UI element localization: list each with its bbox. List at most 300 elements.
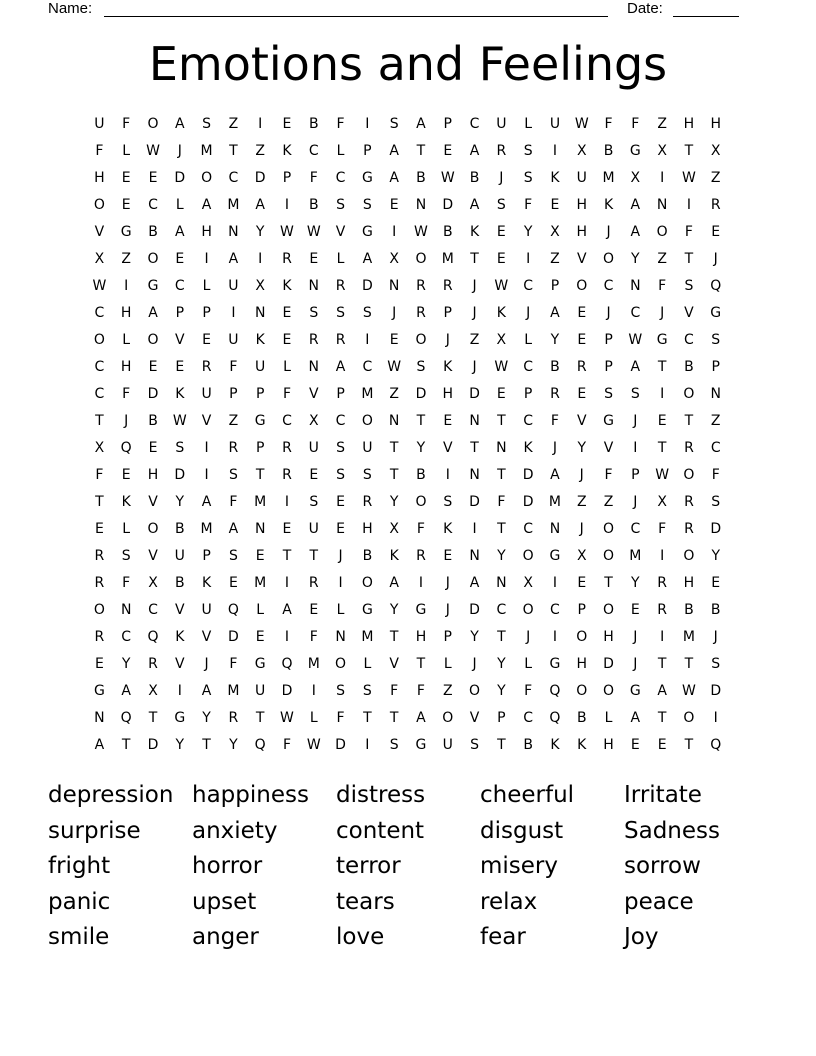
grid-letter: E [309,602,319,618]
grid-letter: C [148,197,158,213]
grid-letter: R [148,656,158,672]
grid-letter: F [416,521,425,537]
grid-letter: E [336,494,345,510]
grid-letter: M [441,251,454,267]
grid-letter: I [392,224,397,240]
grid-letter: O [361,575,373,591]
grid-letter: L [256,602,265,618]
grid-letter: D [281,683,293,699]
grid-letter: H [201,224,212,240]
grid-letter: H [683,116,695,132]
grid-letter: T [684,143,694,159]
grid-letter: B [308,197,319,213]
grid-letter: K [496,305,506,321]
grid-letter: L [336,251,345,267]
grid-letter: N [254,305,266,321]
grid-letter: J [392,305,397,321]
grid-letter: P [255,386,265,402]
grid-letter: O [656,224,668,240]
grid-letter: A [228,251,239,267]
grid-letter: E [175,359,185,375]
grid-letter: C [174,278,185,294]
grid-letter: O [683,548,695,564]
grid-letter: S [309,305,319,321]
grid-letter: C [94,359,105,375]
grid-letter: R [282,467,292,483]
grid-row [86,519,729,546]
grid-letter: J [713,629,718,645]
grid-letter: J [445,332,450,348]
grid-letter: N [415,197,427,213]
grid-letter: M [227,197,240,213]
grid-letter: I [365,332,370,348]
grid-letter: A [469,575,480,591]
grid-letter: E [255,629,265,645]
grid-letter: S [336,683,346,699]
grid-letter: I [660,629,665,645]
grid-row [86,168,729,195]
grid-letter: L [175,197,184,213]
grid-letter: C [603,278,614,294]
grid-letter: L [122,332,131,348]
grid-letter: W [628,332,643,348]
grid-letter: I [124,278,129,294]
grid-letter: S [336,440,346,456]
grid-letter: L [604,710,613,726]
grid-letter: R [282,251,292,267]
grid-letter: U [201,386,212,402]
grid-letter: O [147,251,159,267]
grid-letter: J [472,656,477,672]
grid-letter: Y [631,575,640,591]
grid-letter: J [526,305,531,321]
grid-letter: E [121,170,131,186]
grid-letter: Z [710,170,721,186]
grid-letter: G [710,305,722,321]
grid-letter: I [552,575,558,591]
grid-letter: C [630,305,641,321]
grid-letter: W [682,683,696,699]
grid-letter: D [522,494,534,510]
word-bank-item: relax [480,888,538,915]
grid-letter: Z [550,251,560,267]
grid-letter: S [711,656,721,672]
grid-letter: E [550,197,560,213]
grid-letter: W [280,224,294,240]
grid-letter: S [416,359,426,375]
grid-row [86,627,729,654]
grid-letter: D [710,521,722,537]
grid-letter: B [576,710,587,726]
grid-letter: E [148,170,158,186]
grid-letter: N [308,278,320,294]
grid-letter: W [306,224,321,240]
grid-letter: M [254,575,267,591]
grid-letter: I [231,305,236,321]
grid-letter: Q [147,629,159,645]
grid-letter: R [308,332,319,348]
grid-letter: X [657,143,667,159]
page-title: Emotions and Feelings [148,37,668,91]
grid-letter: D [361,278,373,294]
grid-letter: Y [497,548,506,564]
grid-letter: W [387,359,402,375]
grid-letter: S [309,494,319,510]
grid-letter: P [202,305,211,321]
grid-letter: F [95,467,104,483]
word-bank-item: anger [192,924,259,950]
grid-letter: B [174,575,185,591]
grid-letter: T [389,629,399,645]
grid-letter: I [472,521,477,537]
grid-letter: T [416,413,426,429]
grid-letter: W [494,359,509,375]
grid-letter: L [336,602,345,618]
grid-letter: V [684,305,694,321]
grid-letter: I [445,467,450,483]
grid-letter: B [684,602,694,618]
grid-letter: I [204,440,209,456]
grid-letter: O [415,332,427,348]
grid-letter: Y [202,710,211,726]
grid-letter: V [175,656,185,672]
grid-letter: Q [710,737,722,753]
grid-letter: P [497,710,506,726]
grid-letter: B [174,521,185,537]
grid-letter: J [606,305,611,321]
grid-letter: D [254,170,266,186]
grid-letter: V [576,413,587,429]
grid-letter: N [469,413,480,429]
grid-letter: F [95,143,104,159]
grid-letter: Y [175,494,185,510]
grid-letter: F [309,170,318,186]
word-bank-item: fright [48,853,111,879]
grid-letter: X [630,170,641,186]
grid-letter: A [201,494,212,510]
grid-letter: X [576,548,587,564]
grid-letter: S [604,386,613,402]
grid-letter: C [523,710,534,726]
grid-letter: I [258,251,263,267]
grid-letter: U [94,116,105,132]
grid-letter: E [711,575,721,591]
grid-letter: S [362,683,372,699]
grid-letter: M [361,629,374,645]
grid-letter: S [175,440,185,456]
grid-letter: H [147,467,159,483]
grid-letter: T [684,413,694,429]
grid-letter: Q [254,737,266,753]
grid-letter: Y [255,224,265,240]
grid-letter: E [94,521,104,537]
word-bank-item: upset [192,888,257,915]
grid-letter: E [657,413,667,429]
grid-letter: N [549,521,561,537]
grid-letter: W [655,467,670,483]
grid-letter: G [93,683,105,699]
grid-letter: Z [603,494,614,510]
grid-letter: S [496,197,506,213]
grid-letter: I [660,386,665,402]
grid-letter: Y [229,737,238,753]
grid-letter: U [549,116,561,132]
grid-letter: O [93,602,105,618]
word-bank-item: horror [192,853,263,879]
grid-letter: J [526,629,531,645]
grid-letter: E [657,737,667,753]
grid-letter: B [416,467,426,483]
grid-letter: E [443,143,453,159]
word-bank-item: fear [480,924,526,950]
grid-letter: L [443,656,452,672]
grid-row [86,330,729,357]
grid-letter: C [282,413,292,429]
grid-letter: V [335,224,346,240]
grid-letter: F [631,116,640,132]
grid-letter: M [361,386,374,402]
grid-letter: R [442,278,453,294]
grid-letter: K [523,440,533,456]
grid-letter: J [472,359,477,375]
grid-letter: E [496,224,506,240]
word-bank-item: love [336,924,385,950]
grid-letter: T [416,656,426,672]
grid-letter: Y [416,440,426,456]
grid-letter: Q [120,440,132,456]
grid-letter: J [177,143,182,159]
grid-letter: T [497,521,506,537]
grid-letter: H [576,656,587,672]
grid-letter: Z [389,386,399,402]
grid-letter: W [440,170,455,186]
grid-letter: L [309,710,318,726]
grid-letter: U [576,170,587,186]
grid-letter: O [93,332,105,348]
grid-letter: K [389,548,399,564]
grid-letter: H [683,575,695,591]
grid-letter: U [442,737,453,753]
grid-letter: Q [710,278,722,294]
grid-letter: Y [550,332,560,348]
grid-letter: B [710,602,721,618]
grid-letter: Q [227,602,239,618]
grid-letter: T [470,251,479,267]
grid-letter: F [658,278,667,294]
grid-row [86,600,729,627]
grid-letter: T [497,413,506,429]
grid-letter: D [174,467,186,483]
grid-letter: F [229,494,238,510]
word-bank [48,780,788,958]
grid-letter: O [603,251,615,267]
grid-letter: E [282,305,292,321]
grid-letter: O [576,683,588,699]
grid-letter: Y [389,494,399,510]
word-bank-item: Irritate [624,782,702,808]
grid-letter: F [229,359,238,375]
grid-letter: L [336,143,345,159]
grid-row [86,195,729,222]
grid-letter: M [227,683,240,699]
grid-letter: O [603,602,615,618]
grid-letter: D [147,737,159,753]
grid-letter: T [604,575,613,591]
grid-letter: W [172,413,187,429]
grid-letter: N [656,197,668,213]
grid-letter: E [121,197,131,213]
grid-letter: F [684,224,693,240]
grid-letter: L [283,359,291,375]
grid-letter: X [710,143,721,159]
grid-letter: O [147,116,159,132]
grid-letter: V [94,224,105,240]
grid-letter: X [255,278,265,294]
word-bank-item: cheerful [480,782,575,808]
grid-letter: E [228,575,238,591]
grid-letter: U [308,440,319,456]
grid-letter: C [335,413,346,429]
grid-letter: N [308,359,320,375]
grid-letter: T [657,710,667,726]
grid-letter: D [522,467,534,483]
grid-letter: F [416,683,425,699]
grid-letter: A [657,683,667,699]
word-bank-item: Joy [624,924,659,950]
grid-letter: R [657,602,667,618]
grid-letter: L [363,656,372,672]
grid-letter: B [148,413,158,429]
grid-letter: A [630,359,641,375]
grid-letter: S [523,143,533,159]
grid-letter: E [121,467,131,483]
grid-letter: U [496,116,507,132]
grid-letter: D [469,494,480,510]
grid-letter: T [684,656,694,672]
grid-letter: T [497,467,506,483]
word-bank-item: terror [336,853,401,879]
grid-letter: Y [175,737,185,753]
grid-letter: N [388,278,400,294]
date-blank-line [673,16,739,17]
grid-letter: F [122,116,131,132]
grid-letter: B [416,170,426,186]
grid-letter: S [362,197,372,213]
grid-letter: A [550,467,560,483]
grid-letter: D [469,386,480,402]
grid-letter: G [629,143,641,159]
grid-letter: F [497,494,506,510]
grid-letter: T [255,467,265,483]
grid-letter: I [713,710,718,726]
grid-letter: D [335,737,346,753]
grid-letter: G [254,413,266,429]
grid-letter: I [284,494,290,510]
grid-letter: T [684,737,694,753]
grid-letter: I [284,575,290,591]
grid-letter: Z [442,683,453,699]
grid-letter: R [710,197,721,213]
grid-letter: V [308,386,319,402]
grid-letter: P [229,386,238,402]
grid-letter: J [472,305,477,321]
grid-letter: E [282,332,292,348]
grid-letter: F [711,467,720,483]
grid-letter: N [710,386,721,402]
grid-letter: J [713,251,718,267]
grid-letter: E [309,467,319,483]
grid-letter: T [497,629,506,645]
grid-letter: A [255,197,265,213]
grid-letter: W [494,278,509,294]
grid-letter: I [177,683,182,699]
grid-letter: K [201,575,212,591]
grid-letter: V [442,440,453,456]
grid-letter: K [282,143,292,159]
grid-letter: R [576,359,587,375]
grid-letter: Z [576,494,587,510]
grid-letter: K [550,170,560,186]
grid-letter: O [442,710,454,726]
grid-letter: T [363,710,372,726]
grid-letter: R [228,710,239,726]
grid-letter: F [524,197,533,213]
grid-letter: I [284,629,290,645]
grid-letter: E [577,305,587,321]
grid-letter: S [228,467,238,483]
grid-row [86,303,729,330]
grid-letter: M [200,143,213,159]
grid-letter: U [201,602,212,618]
grid-letter: X [657,494,667,510]
grid-letter: P [282,170,292,186]
grid-letter: J [124,413,129,429]
grid-letter: J [472,278,477,294]
grid-letter: N [469,548,480,564]
grid-letter: W [146,143,160,159]
grid-letter: Y [523,224,533,240]
grid-letter: R [335,278,346,294]
grid-letter: H [362,521,373,537]
grid-letter: R [282,440,292,456]
grid-letter: Z [121,251,131,267]
grid-letter: P [336,386,345,402]
grid-letter: A [175,224,185,240]
word-bank-item: misery [480,853,558,879]
grid-letter: K [603,197,614,213]
grid-letter: E [148,440,158,456]
grid-letter: P [604,332,613,348]
grid-letter: S [389,737,399,753]
grid-letter: P [363,143,372,159]
grid-letter: K [175,386,185,402]
grid-letter: L [524,656,533,672]
grid-letter: U [255,683,266,699]
grid-letter: R [416,278,426,294]
grid-letter: E [443,548,453,564]
grid-letter: I [418,575,424,591]
grid-row [86,465,729,492]
grid-letter: Z [228,413,239,429]
grid-letter: S [362,305,372,321]
grid-letter: O [415,251,427,267]
grid-row [86,249,729,276]
grid-row [86,411,729,438]
grid-letter: C [523,359,534,375]
grid-letter: D [603,656,614,672]
grid-letter: Z [255,143,265,159]
word-bank-item: tears [336,888,395,915]
